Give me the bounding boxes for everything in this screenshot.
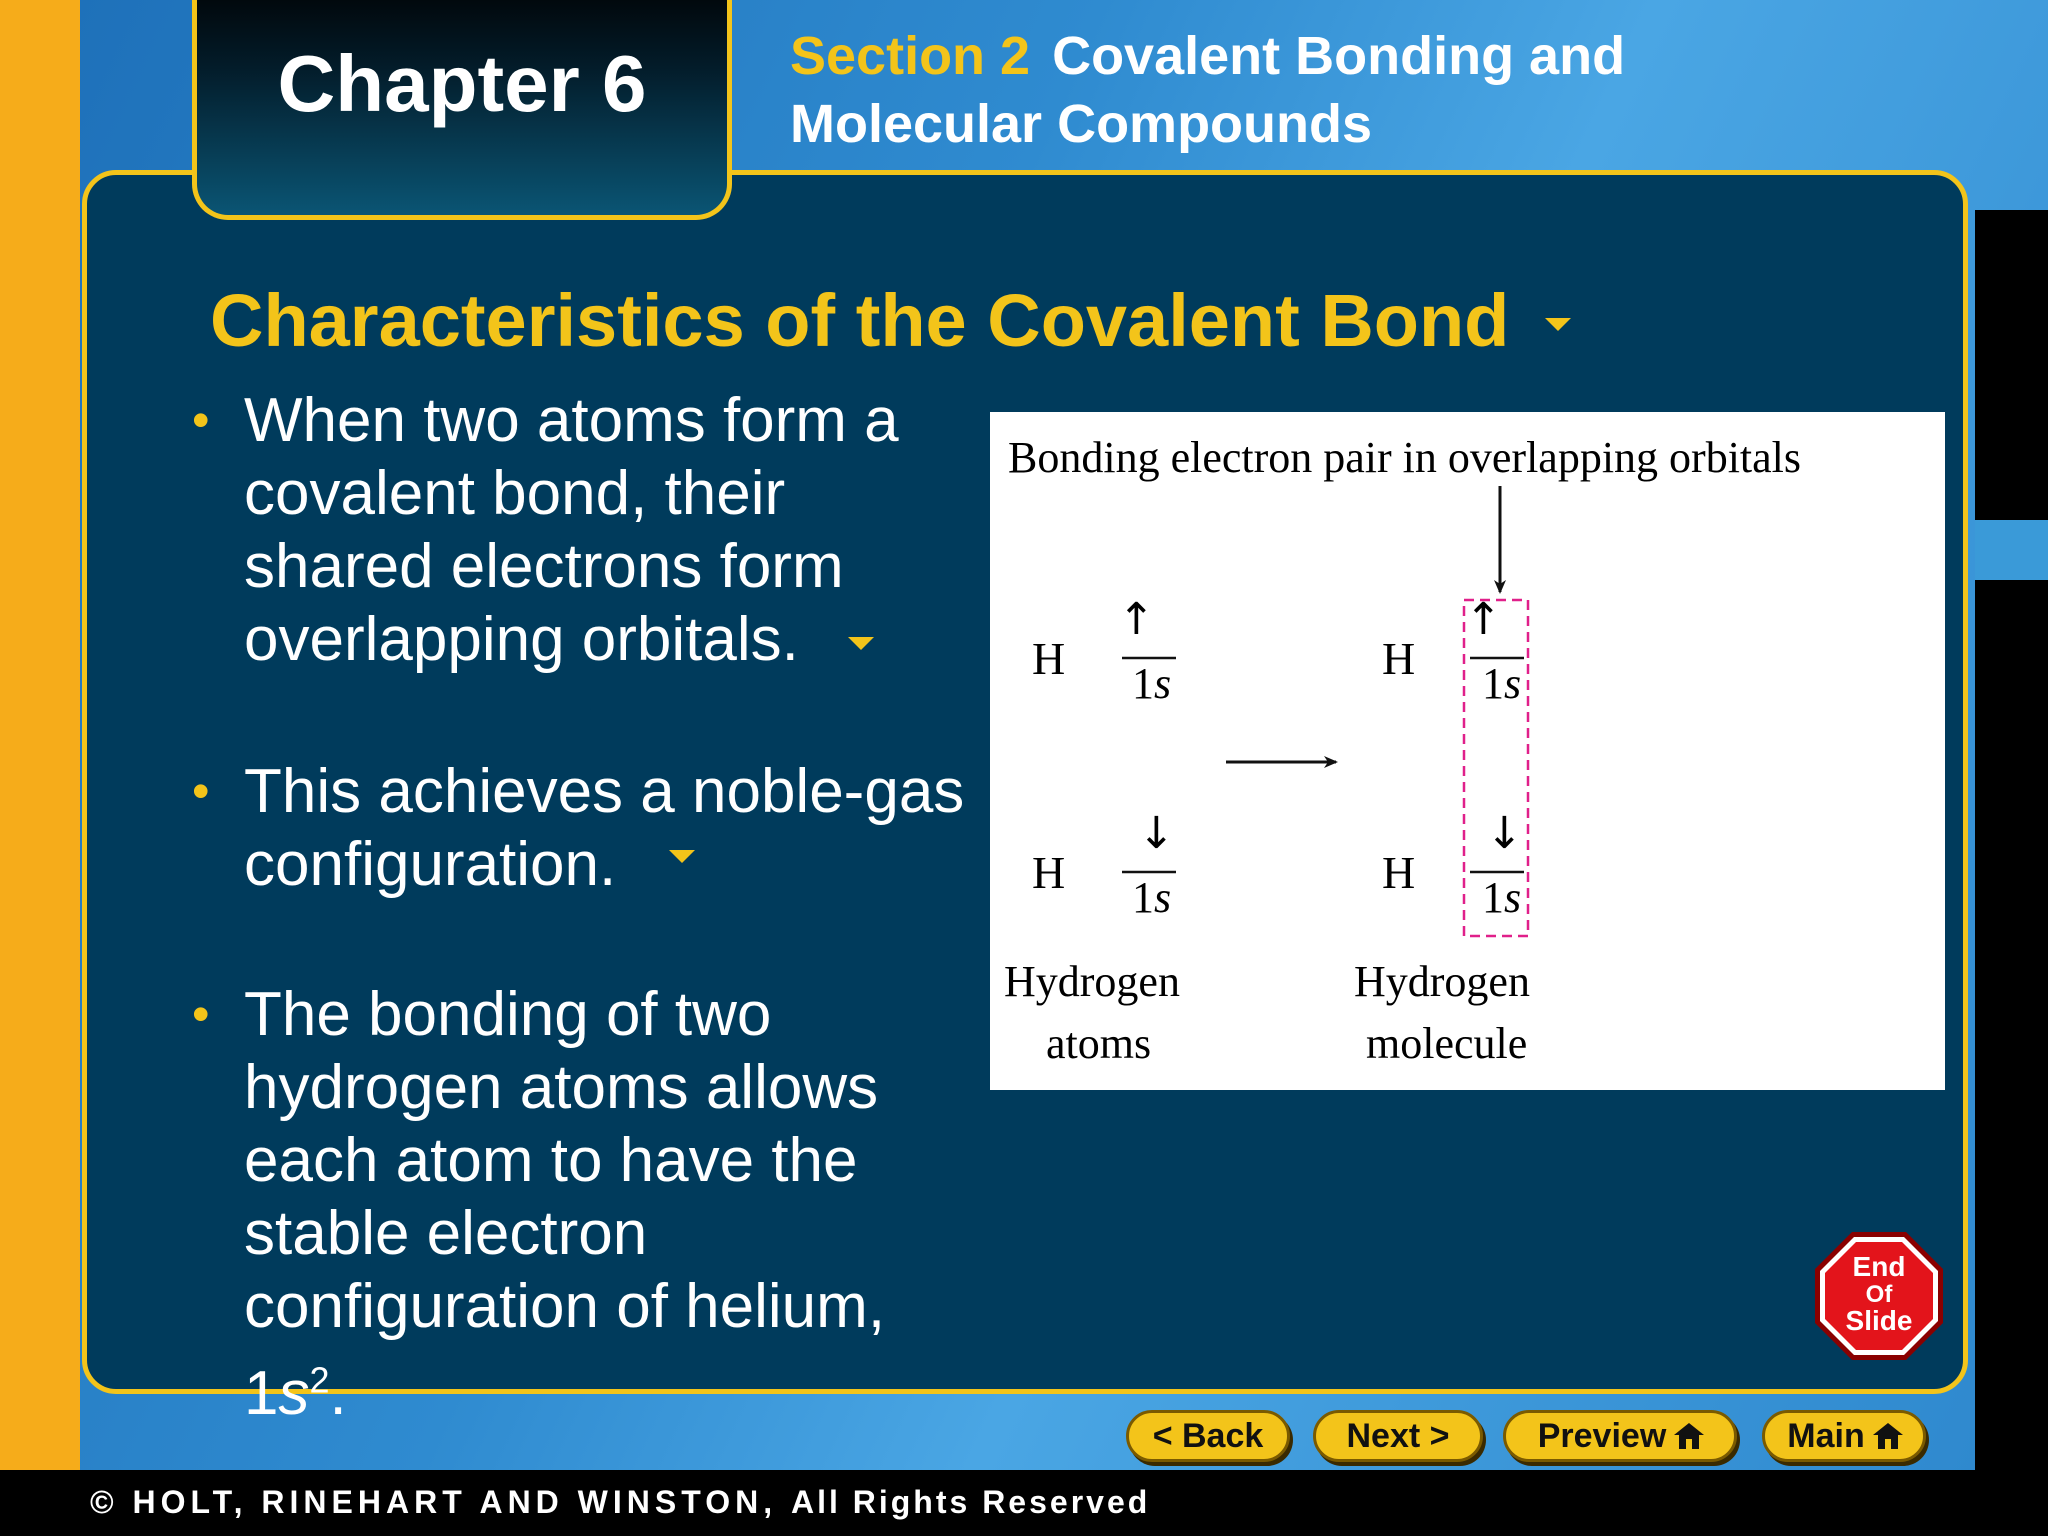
home-icon	[1676, 1423, 1702, 1449]
end-sign-line1: End	[1852, 1251, 1906, 1282]
right-edge-dark-band-lower	[1975, 580, 2048, 1470]
slide-title-text: Characteristics of the Covalent Bond	[210, 279, 1510, 362]
end-sign-line2: Of	[1865, 1281, 1893, 1308]
chapter-title: Chapter 6	[277, 39, 647, 128]
spin-down-arrow-icon: ↓	[1138, 808, 1175, 859]
bullet-dot-icon: •	[192, 986, 210, 1042]
build-triangle-icon	[1545, 318, 1571, 331]
orbital-label-top: 1s	[1132, 659, 1172, 708]
section-title-2: Molecular Compounds	[790, 94, 1373, 154]
copyright-rights: All Rights Reserved	[790, 1484, 1151, 1520]
spin-down-arrow-icon: ↓	[1486, 808, 1523, 859]
build-triangle-icon	[848, 637, 874, 650]
right-edge-blue-band	[1975, 520, 2048, 580]
molecule-h-top: H	[1382, 633, 1416, 684]
build-triangle-icon	[669, 850, 695, 863]
section-header	[790, 22, 1940, 158]
electron-configuration: $1s^2$.	[244, 1358, 347, 1428]
next-button[interactable]: Next >	[1313, 1410, 1483, 1462]
diagram-canvas	[990, 412, 1945, 1090]
diagram-caption: Bonding electron pair in overlapping orbitals	[1008, 433, 1802, 482]
preview-button[interactable]	[1503, 1410, 1737, 1462]
orbital-overlap-diagram	[990, 412, 1945, 1090]
copyright-main: © HOLT, RINEHART AND WINSTON,	[90, 1484, 778, 1520]
bullet-2-text: This achieves a noble-gas configuration.	[244, 757, 965, 899]
molecule-label-line2: molecule	[1366, 1019, 1528, 1068]
atoms-label-line2: atoms	[1046, 1019, 1152, 1068]
orbital-label-bottom: 1s	[1132, 873, 1172, 922]
atom-h-top: H	[1032, 633, 1066, 684]
main-button-label: Main	[1787, 1417, 1865, 1455]
spin-up-arrow-icon: ↑	[1465, 594, 1502, 645]
section-line-1	[790, 22, 1940, 90]
atom-h-bottom: H	[1032, 847, 1066, 898]
spin-up-arrow-icon: ↑	[1118, 594, 1155, 645]
bullet-3-text: The bonding of two hydrogen atoms allows each atom to have the stable electron configuration of helium,	[244, 980, 886, 1341]
right-edge-dark-band	[1975, 210, 2048, 520]
section-label: Section 2	[790, 26, 1031, 86]
chapter-tab	[192, 0, 732, 220]
slide-title	[210, 278, 1571, 363]
bullet-dot-icon: •	[192, 392, 210, 448]
molecule-label-line1: Hydrogen	[1354, 957, 1530, 1006]
end-of-slide-stop-sign-icon[interactable]	[1813, 1230, 1945, 1362]
section-title-1: Covalent Bonding and	[1052, 26, 1626, 86]
end-sign-line3: Slide	[1845, 1305, 1913, 1336]
bullet-1-text: When two atoms form a covalent bond, their shared electrons form overlapping orbitals.	[244, 386, 899, 674]
molecule-h-bottom: H	[1382, 847, 1416, 898]
molecule-orbital-label-top: 1s	[1482, 659, 1522, 708]
back-button[interactable]: < Back	[1126, 1410, 1290, 1462]
main-button[interactable]	[1762, 1410, 1926, 1462]
atoms-label-line1: Hydrogen	[1004, 957, 1180, 1006]
home-icon	[1875, 1423, 1901, 1449]
molecule-orbital-label-bottom: 1s	[1482, 873, 1522, 922]
preview-button-label: Preview	[1537, 1417, 1667, 1455]
left-orange-bar	[0, 0, 80, 1470]
bullet-dot-icon: •	[192, 763, 210, 819]
copyright-notice	[90, 1484, 1150, 1521]
